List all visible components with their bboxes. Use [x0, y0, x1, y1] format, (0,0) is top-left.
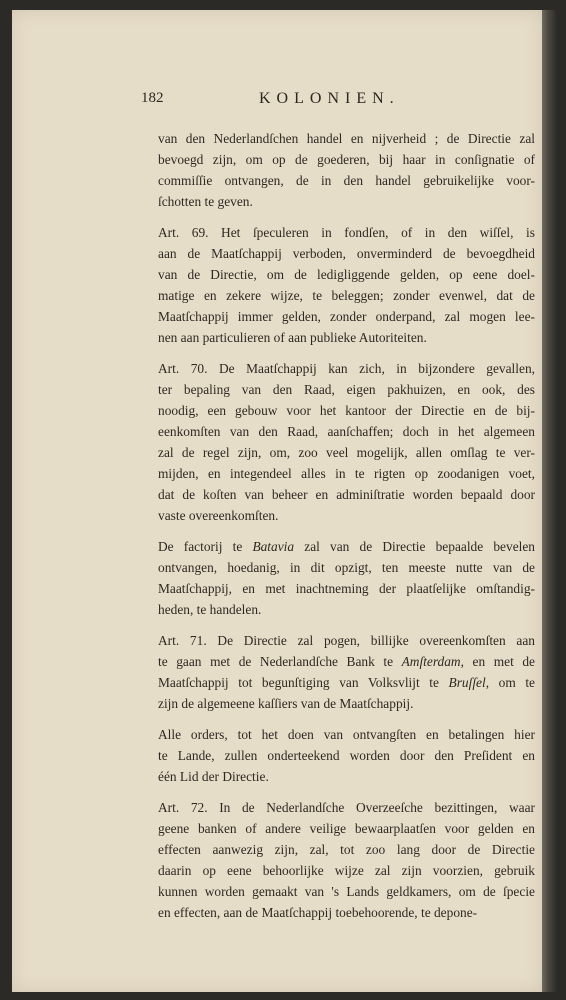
text-line: Art. 72. In de Nederlandſche Overzeeſche bezittingen, waar — [158, 800, 535, 815]
text-line: te gaan met de Nederlandſche Bank te Amſterdam, en met de — [158, 654, 535, 669]
page-header — [141, 90, 536, 112]
text-line: ontvangen, hoedanig, in dit opzigt, ten meeste nutte van de — [158, 560, 535, 575]
text-line: De factorij te Batavia zal van de Directie bepaalde bevelen — [158, 539, 535, 554]
paragraph — [141, 358, 535, 526]
text-line: mijden, en integendeel alles in te rigten op zoodanigen voet, — [158, 466, 535, 481]
italic-place-name: Amſterdam — [401, 654, 461, 669]
running-title: KOLONIEN. — [259, 90, 400, 107]
text-line: daarin op eene behoorlijke wijze zal zijn voorzien, gebruik — [158, 863, 535, 878]
text-line: één Lid der Directie. — [158, 769, 269, 784]
paragraph — [141, 724, 535, 787]
text-line: Art. 70. De Maatſchappij kan zich, in bijzondere gevallen, — [158, 361, 535, 376]
paragraph — [141, 797, 535, 923]
text-line: noodig, een gebouw voor het kantoor der Directie en de bij- — [158, 403, 535, 418]
text-line: nen aan particulieren of aan publieke Autoriteiten. — [158, 330, 427, 345]
text-line: Maatſchappij, en met inachtneming der plaatſelijke omſtandig- — [158, 581, 535, 596]
paragraph — [141, 128, 535, 212]
text-line: aan de Maatſchappij verboden, onverminderd de bevoegdheid — [158, 246, 535, 261]
text-line: Maatſchappij tot begunſtiging van Volksvlijt te Bruſſel, om te — [158, 675, 535, 690]
text-line: heden, te handelen. — [158, 602, 262, 617]
text-line: effecten aanwezig zijn, zal, tot zoo lang door de Directie — [158, 842, 535, 857]
text-line: eenkomſten van den Raad, aanſchaffen; doch in het algemeen — [158, 424, 535, 439]
text-line: Alle orders, tot het doen van ontvangſten en betalingen hier — [158, 727, 535, 742]
text-line: en effecten, aan de Maatſchappij toebehoorende, te depone- — [158, 905, 478, 920]
text-line: Art. 71. De Directie zal pogen, billijke overeenkomſten aan — [158, 633, 535, 648]
text-line: van de Directie, om de ledigliggende gelden, op eene doel- — [158, 267, 535, 282]
text-line: ſchotten te geven. — [158, 194, 253, 209]
paragraph — [141, 630, 535, 714]
body-text — [141, 128, 535, 923]
text-line: matige en zekere wijze, te beleggen; zonder evenwel, dat de — [158, 288, 535, 303]
text-line: ter bepaling van den Raad, eigen pakhuizen, en ook, des — [158, 382, 535, 397]
text-line: dat de koſten van beheer en adminiſtratie worden bepaald door — [158, 487, 535, 502]
paragraph — [141, 536, 535, 620]
page-edge-shadow — [542, 10, 556, 992]
page-number: 182 — [141, 90, 164, 106]
text-line: te Lande, zullen onderteekend worden door den Preſident en — [158, 748, 535, 763]
paragraph — [141, 222, 535, 348]
text-line: commiſſie ontvangen, de in den handel gebruikelijke voor- — [158, 173, 535, 188]
text-line: kunnen worden gemaakt van 's Lands geldkamers, om de ſpecie — [158, 884, 535, 899]
italic-place-name: Batavia — [252, 539, 295, 554]
text-line: geene banken of andere veilige bewaarplaatſen voor gelden en — [158, 821, 535, 836]
text-line: vaste overeenkomſten. — [158, 508, 279, 523]
text-line: van den Nederlandſchen handel en nijverheid ; de Directie zal — [158, 131, 535, 146]
text-line: zijn de algemeene kaſſiers van de Maatſchappij. — [158, 696, 414, 711]
text-line: Art. 69. Het ſpeculeren in fondſen, of in den wiſſel, is — [158, 225, 535, 240]
text-line: Maatſchappij immer gelden, zonder onderpand, zal mogen lee- — [158, 309, 535, 324]
text-line: zal de regel zijn, om, zoo veel mogelijk, allen omſlag te ver- — [158, 445, 535, 460]
text-line: bevoegd zijn, om op de goederen, bij haar in conſignatie of — [158, 152, 535, 167]
italic-place-name: Bruſſel — [448, 675, 486, 690]
